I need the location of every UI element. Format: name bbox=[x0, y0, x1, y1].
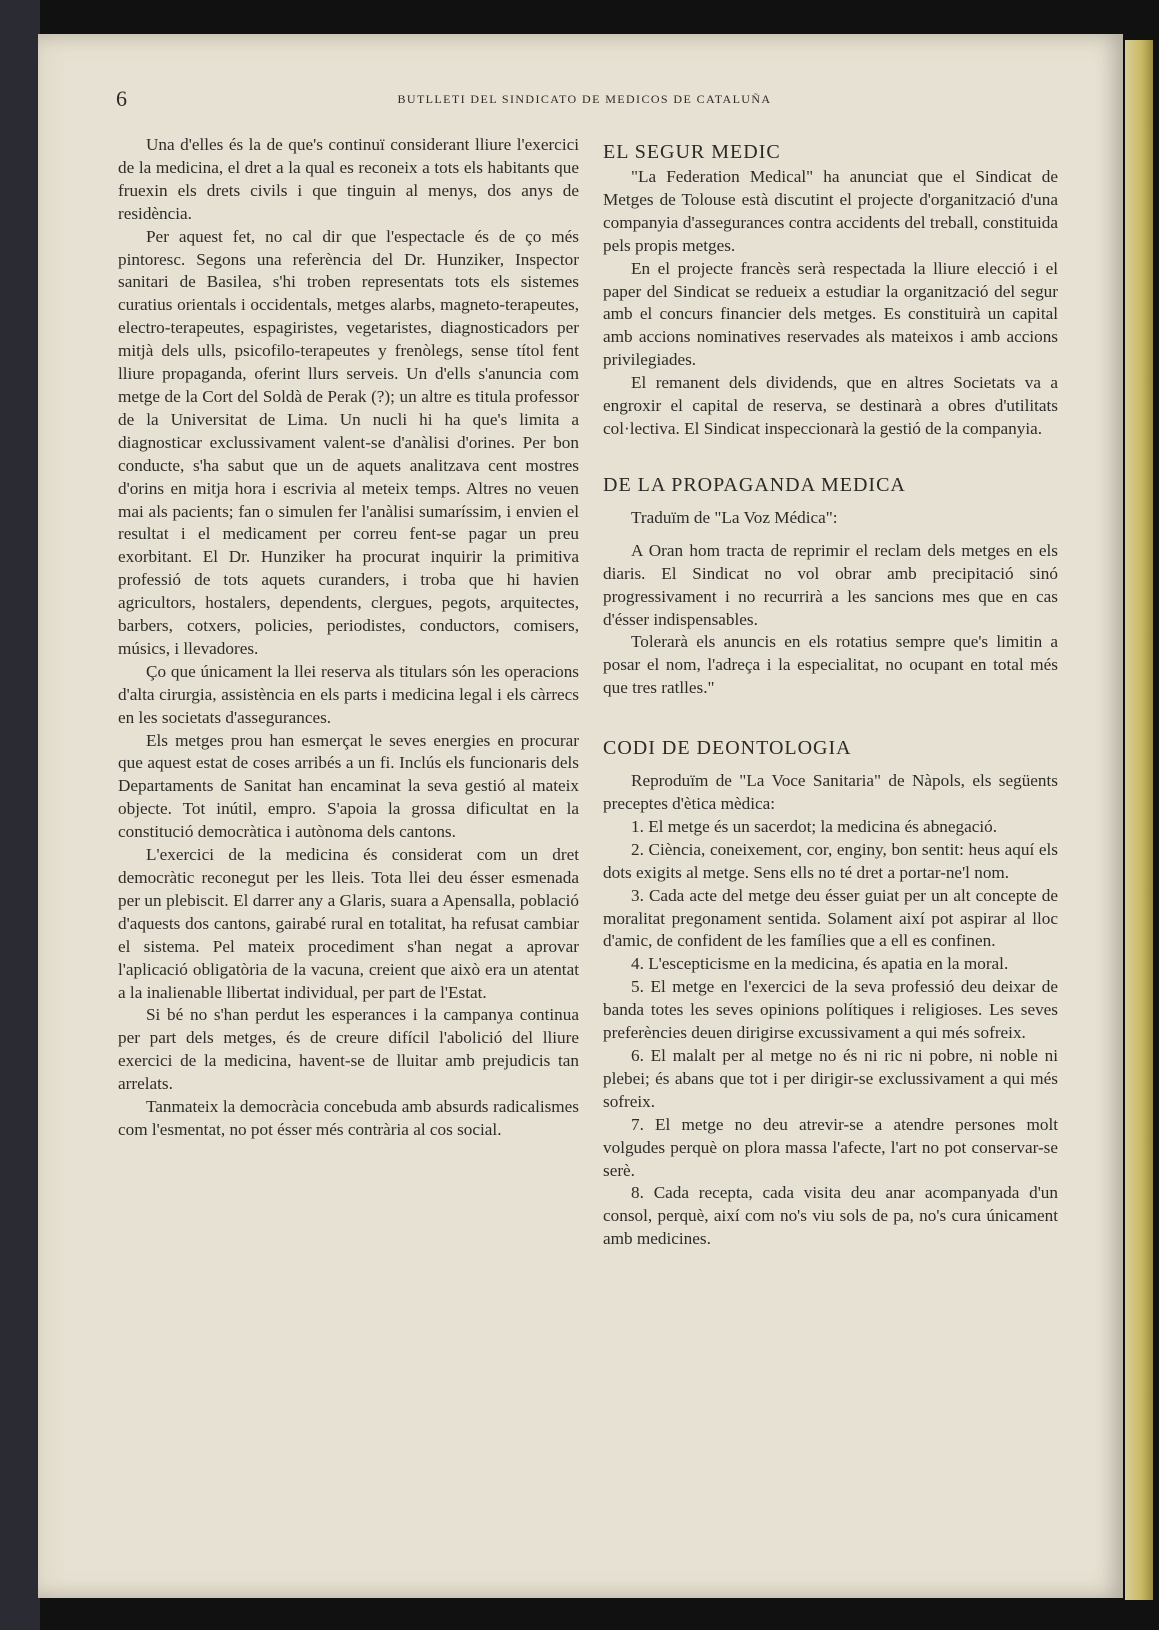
page-number: 6 bbox=[116, 86, 127, 111]
paragraph: Si bé no s'han perdut les esperances i la campanya continua per part dels metges, és de creure difícil l'abolició del lliure exercici de la medicina, havent-se de lluitar amb prejudicis tan arrelats. bbox=[118, 1005, 579, 1094]
precept-item: 5. El metge en l'exercici de la seva professió deu deixar de banda totes les seves opinions polítiques i religioses. Les seves preferències deuen dirigirse excussivament a qui més sofreix. bbox=[603, 977, 1058, 1043]
paragraph: L'exercici de la medicina és considerat com un dret democràtic reconegut per les lleis. Tota llei deu ésser esmenada per un plebiscit. El darrer any a Glaris, suara a Apensalla, població d'aquests dos cantons, gairabé rural en totalitat, ha refusat cambiar el sistema. Pel mateix procediment s'han negat a aprovar l'aplicació obligatòria de la vacuna, creient que això era un atentat a la inalienable llibertat individual, per part de l'Estat. bbox=[118, 845, 579, 1002]
paragraph: Ço que únicament la llei reserva als titulars són les operacions d'alta cirurgia, assistència en els parts i medicina legal i els càrrecs en les societats d'assegurances. bbox=[118, 661, 579, 727]
paragraph: "La Federation Medical" ha anunciat que el Sindicat de Metges de Tolouse està discutint el projecte d'organització d'una companyia d'assegurances contra accidents del treball, constituida pels propis metges. bbox=[603, 167, 1058, 255]
precept-item: 2. Ciència, coneixement, cor, enginy, bon sentit: heus aquí els dots exigits al metge. Sens ells no té dret a portar-ne'l nom. bbox=[603, 839, 1058, 882]
precept-item: 1. El metge és un sacerdot; la medicina és abnegació. bbox=[631, 816, 998, 836]
paragraph: Els metges prou han esmerçat le seves energies en procurar que aquest estat de coses arribés a un fi. Inclús els funcionaris dels Departaments de Sanitat han encaminat la seva gestió al mateix objecte. Tot inútil, empro. S'apoia la grossa dificultat en la constitució democràtica i autònoma dels cantons. bbox=[118, 730, 579, 842]
precept-item: 6. El malalt per al metge no és ni ric ni pobre, ni noble ni plebei; és abans que tot i per dirigir-se exclussivament a qui més sofreix. bbox=[603, 1046, 1058, 1111]
paragraph: Per aquest fet, no cal dir que l'espectacle és de ço més pintoresc. Segons una referència del Dr. Hunziker, Inspector sanitari de Basilea, s'hi troben representats tots els sistemes curatius orientals i occidentals, metges alarbs, magneto-terapeutes, electro-terapeutes, espagiristes, vegetaristes, diagnosticadors per mitjà dels ulls, psicofilo-terapeutes y frenòlegs, sense títol fent lliure propaganda, oferint llurs serveis. Un d'ells s'anuncia com metge de la Cort del Soldà de Perak (?); un altre es titula professor de la Universitat de Lima. Un nucli hi ha que's limita a diagnosticar exclussivament valent-se d'anàlisi d'orines. Per bon conducte, s'ha sabut que un de aquets analitzava cent mostres d'orins en mitja hora i escrivia al meteix temps. Altres no veuen mai als pacients; fan o simulen fer l'anàlisi sumaríssim, i envien el resultat i el medicament per correu fent-se pagar un preu exorbitant. El Dr. Hunziker ha procurat inquirir la primitiva professió de tots aquets curanders, i troba que hi havien agricultors, hostalers, dependents, clergues, pegots, arquitectes, barbers, cotxers, policies, periodistes, conductors, comisers, músics, i llevadores. bbox=[118, 226, 579, 658]
paragraph: Tolerarà els anuncis en els rotatius sempre que's limitin a posar el nom, l'adreça i la especialitat, no ocupant en total més que tres ratlles." bbox=[603, 632, 1058, 698]
precept-item: 8. Cada recepta, cada visita deu anar acompanyada d'un consol, perquè, així com no's viu sols de pa, no's cura únicament amb medicines. bbox=[603, 1183, 1058, 1249]
page-edge bbox=[1125, 40, 1153, 1600]
section-heading-segur-medic: EL SEGUR MEDIC bbox=[603, 141, 781, 163]
precept-item: 7. El metge no deu atrevir-se a atendre persones molt volgudes perquè on plora massa l'afecte, l'art no pot conservar-se serè. bbox=[603, 1114, 1058, 1180]
paragraph: Tanmateix la democràcia concebuda amb absurds radicalismes com l'esmentat, no pot ésser més contrària al cos social. bbox=[118, 1097, 579, 1139]
section-intro: Reproduïm de "La Voce Sanitaria" de Nàpols, els següents preceptes d'ètica mèdica: bbox=[603, 771, 1058, 814]
section-heading-codi-deontologia: CODI DE DEONTOLOGIA bbox=[603, 737, 852, 760]
left-column bbox=[118, 134, 579, 1142]
precept-item: 3. Cada acte del metge deu ésser guiat per un alt concepte de moralitat pregonament sentida. Solament així pot aspirar al lloc d'amic, de confident de les famílies que a ell es confinen. bbox=[603, 885, 1058, 951]
paragraph: En el projecte francès serà respectada la lliure elecció i el paper del Sindicat se redueix a estudiar la organització del segur amb el concurs financier dels metges. Es constituirà un capital amb accions nominatives reservades als mateixos i amb accions privilegiades. bbox=[603, 258, 1058, 370]
paragraph: A Oran hom tracta de reprimir el reclam dels metges en els diaris. El Sindicat no vol obrar amb precipitació sinó progressivament i no recurrirà a les sancions mes que en cas d'ésser indispensables. bbox=[603, 540, 1058, 629]
paragraph: El remanent dels dividends, que en altres Societats va a engroxir el capital de reserva, se destinarà a obres d'utilitats col·lectiva. El Sindicat inspeccionarà la gestió de la companyia. bbox=[603, 373, 1058, 438]
section-heading-propaganda-medica: DE LA PROPAGANDA MEDICA bbox=[603, 473, 906, 496]
section-intro: Traduïm de "La Voz Médica": bbox=[631, 507, 838, 527]
paragraph: Una d'elles és la de que's continuï considerant lliure l'exercici de la medicina, el dret a la qual es reconeix a tots els habitants que fruexin els drets civils i que tinguin al menys, dos anys de residència. bbox=[118, 135, 579, 223]
precept-item: 4. L'escepticisme en la medicina, és apatia en la moral. bbox=[631, 954, 1009, 974]
running-title: BUTLLETI DEL SINDICATO DE MEDICOS DE CATALUÑA bbox=[397, 92, 772, 106]
right-column bbox=[603, 138, 1058, 1251]
